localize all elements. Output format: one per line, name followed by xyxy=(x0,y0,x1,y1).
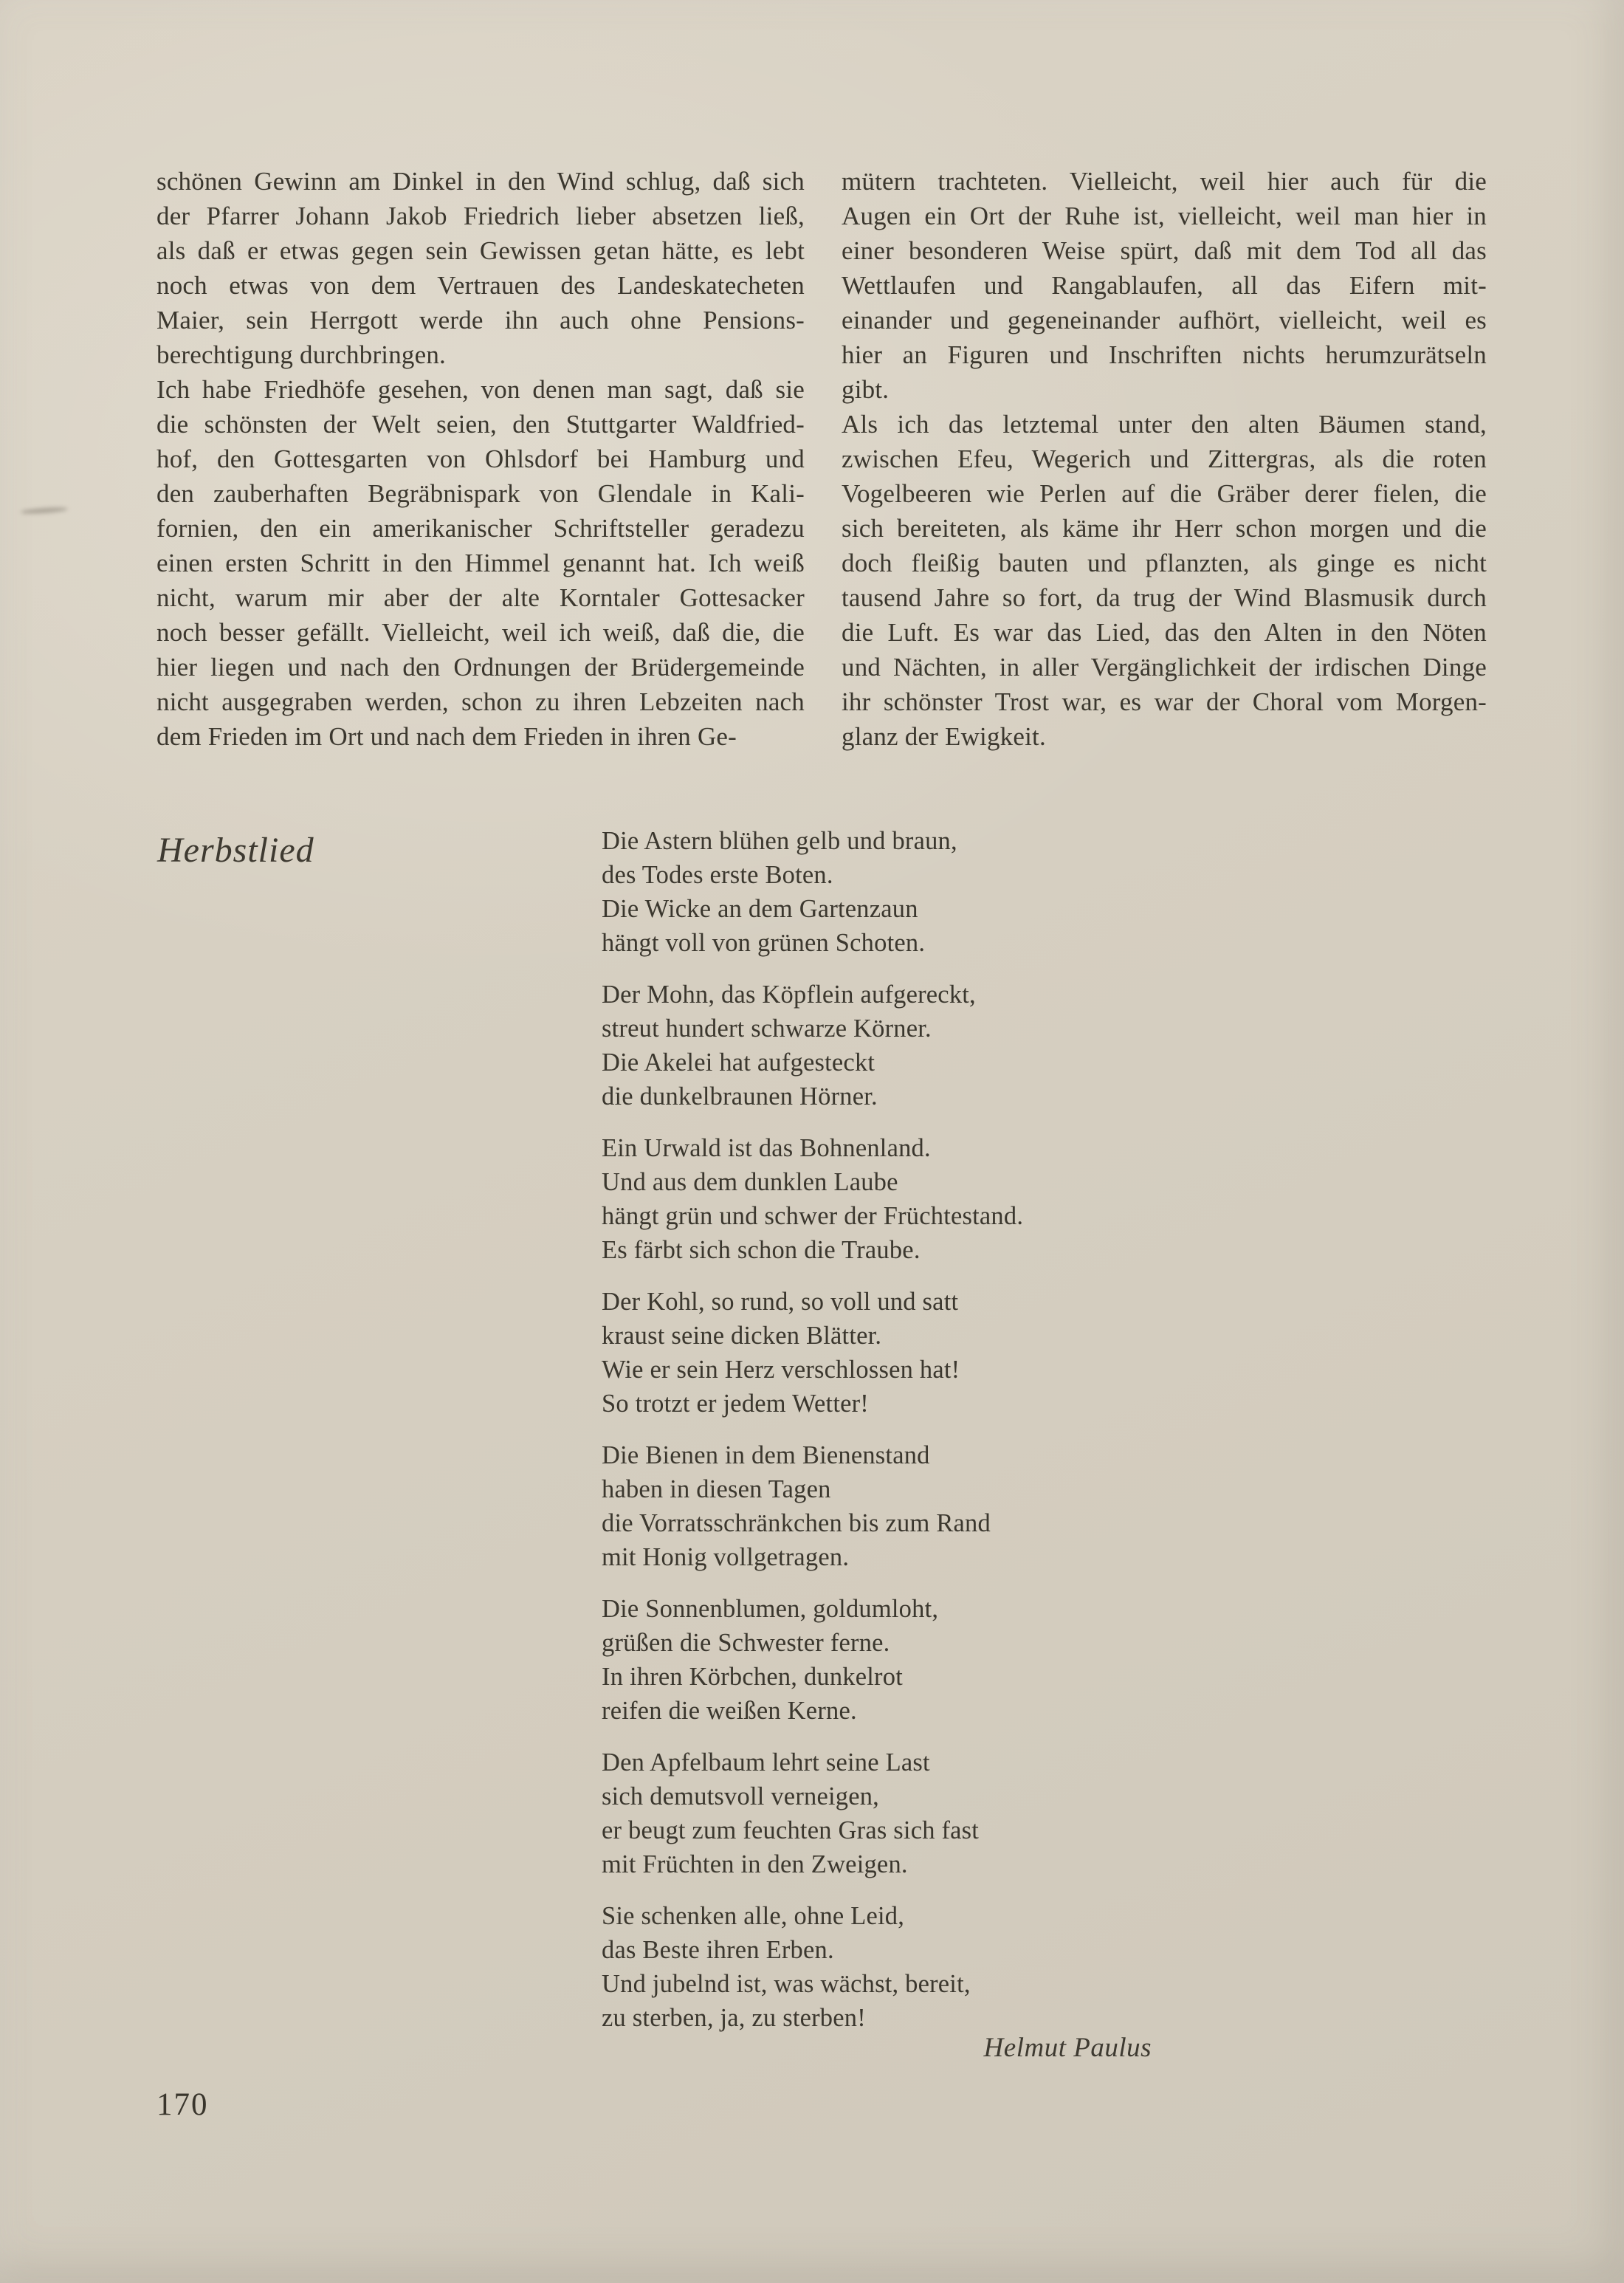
poem-stanza xyxy=(602,1285,1152,1421)
poem-stanza xyxy=(602,1592,1152,1728)
text-line: doch fleißig bauten und pflanzten, als ginge es nicht xyxy=(842,549,1487,577)
text-line: und Nächten, in aller Vergänglichkeit der irdischen Dinge xyxy=(842,653,1487,682)
text-line: Maier, sein Herrgott werde ihn auch ohne Pensions- xyxy=(156,306,805,334)
poem-line: Der Mohn, das Köpflein aufgereckt, xyxy=(602,981,976,1009)
text-line: sich bereiteten, als käme ihr Herr schon morgen und die xyxy=(842,514,1487,543)
text-line: zwischen Efeu, Wegerich und Zittergras, als die roten xyxy=(842,444,1487,473)
poem-line: Der Kohl, so rund, so voll und satt xyxy=(602,1288,959,1316)
text-line: den zauberhaften Begräbnispark von Glendale in Kali- xyxy=(156,479,805,508)
poem-line: Die Astern blühen gelb und braun, xyxy=(602,827,957,855)
poem-line: grüßen die Schwester ferne. xyxy=(602,1629,890,1657)
text-line: fornien, den ein amerikanischer Schriftsteller geradezu xyxy=(156,514,805,543)
poem-line: Ein Urwald ist das Bohnenland. xyxy=(602,1134,931,1162)
poem-line: sich demutsvoll verneigen, xyxy=(602,1782,879,1810)
poem-line: Wie er sein Herz verschlossen hat! xyxy=(602,1356,960,1384)
text-line: Augen ein Ort der Ruhe ist, vielleicht, weil man hier in xyxy=(842,202,1487,230)
text-line: dem Frieden im Ort und nach dem Frieden in ihren Ge- xyxy=(156,722,737,751)
poem-line: Und aus dem dunklen Laube xyxy=(602,1168,898,1196)
poem-line: streut hundert schwarze Körner. xyxy=(602,1015,932,1043)
poem-line: des Todes erste Boten. xyxy=(602,861,833,889)
poem-line: mit Früchten in den Zweigen. xyxy=(602,1850,908,1878)
text-line: schönen Gewinn am Dinkel in den Wind schlug, daß sich xyxy=(156,167,805,196)
text-line: noch besser gefällt. Vielleicht, weil ich weiß, daß die, die xyxy=(156,618,805,647)
text-line: glanz der Ewigkeit. xyxy=(842,722,1046,751)
poem-line: Und jubelnd ist, was wächst, bereit, xyxy=(602,1970,971,1998)
poem-stanza xyxy=(602,978,1152,1113)
poem-body xyxy=(602,824,1152,2053)
poem-line: Die Wicke an dem Gartenzaun xyxy=(602,895,918,923)
text-line: Wettlaufen und Rangablaufen, all das Eifern mit- xyxy=(842,271,1487,300)
poem-line: kraust seine dicken Blätter. xyxy=(602,1322,882,1350)
text-line: ihr schönster Trost war, es war der Choral vom Morgen- xyxy=(842,687,1487,716)
poem-line: hängt voll von grünen Schoten. xyxy=(602,929,926,957)
text-line: hof, den Gottesgarten von Ohlsdorf bei Hamburg und xyxy=(156,444,805,473)
text-line: hier liegen und nach den Ordnungen der Brüdergemeinde xyxy=(156,653,805,682)
poem-line: er beugt zum feuchten Gras sich fast xyxy=(602,1816,980,1844)
poem-line: Die Sonnenblumen, goldumloht, xyxy=(602,1595,939,1623)
text-line: hier an Figuren und Inschriften nichts herumzurätseln xyxy=(842,340,1487,369)
poem-line: reifen die weißen Kerne. xyxy=(602,1697,857,1725)
poem-title: Herbstlied xyxy=(157,831,314,870)
poem-stanza xyxy=(602,1438,1152,1574)
text-line: die schönsten der Welt seien, den Stuttgarter Waldfried- xyxy=(156,410,805,439)
poem-line: haben in diesen Tagen xyxy=(602,1475,831,1503)
text-line: Ich habe Friedhöfe gesehen, von denen man sagt, daß sie xyxy=(156,375,805,404)
text-line: mütern trachteten. Vielleicht, weil hier auch für die xyxy=(842,167,1487,196)
page-number: 170 xyxy=(156,2087,209,2122)
text-line: gibt. xyxy=(842,375,890,404)
text-line: der Pfarrer Johann Jakob Friedrich lieber absetzen ließ, xyxy=(156,202,805,230)
text-line: nicht ausgegraben werden, schon zu ihren Lebzeiten nach xyxy=(156,687,805,716)
prose-column-right xyxy=(842,164,1487,754)
poem-line: hängt grün und schwer der Früchtestand. xyxy=(602,1202,1024,1230)
poem-line: mit Honig vollgetragen. xyxy=(602,1543,850,1571)
poem-author: Helmut Paulus xyxy=(983,2033,1152,2063)
prose-column-left xyxy=(156,164,805,754)
text-line: berechtigung durchbringen. xyxy=(156,340,447,369)
text-line: einander und gegeneinander aufhört, vielleicht, weil es xyxy=(842,306,1487,334)
poem-line: Sie schenken alle, ohne Leid, xyxy=(602,1902,905,1930)
text-line: die Luft. Es war das Lied, das den Alten in den Nöten xyxy=(842,618,1487,647)
poem-stanza xyxy=(602,824,1152,960)
text-line: noch etwas von dem Vertrauen des Landeskatecheten xyxy=(156,271,805,300)
poem-line: So trotzt er jedem Wetter! xyxy=(602,1390,869,1418)
poem-stanza xyxy=(602,1899,1152,2035)
scan-smudge xyxy=(21,507,68,515)
text-line: nicht, warum mir aber der alte Korntaler Gottesacker xyxy=(156,583,805,612)
poem-line: In ihren Körbchen, dunkelrot xyxy=(602,1663,903,1691)
text-line: als daß er etwas gegen sein Gewissen getan hätte, es lebt xyxy=(156,236,805,265)
poem-line: das Beste ihren Erben. xyxy=(602,1936,834,1964)
text-line: tausend Jahre so fort, da trug der Wind Blasmusik durch xyxy=(842,583,1487,612)
text-line: einen ersten Schritt in den Himmel genannt hat. Ich weiß xyxy=(156,549,805,577)
poem-stanza xyxy=(602,1131,1152,1267)
poem-line: Die Bienen in dem Bienenstand xyxy=(602,1441,930,1469)
poem-line: zu sterben, ja, zu sterben! xyxy=(602,2004,866,2032)
text-line: Vogelbeeren wie Perlen auf die Gräber derer fielen, die xyxy=(842,479,1487,508)
poem-line: die Vorratsschränkchen bis zum Rand xyxy=(602,1509,991,1537)
poem-line: die dunkelbraunen Hörner. xyxy=(602,1082,878,1110)
poem-line: Den Apfelbaum lehrt seine Last xyxy=(602,1748,930,1776)
text-line: Als ich das letztemal unter den alten Bäumen stand, xyxy=(842,410,1487,439)
poem-line: Die Akelei hat aufgesteckt xyxy=(602,1048,875,1077)
poem-stanza xyxy=(602,1745,1152,1881)
text-line: einer besonderen Weise spürt, daß mit dem Tod all das xyxy=(842,236,1487,265)
poem-line: Es färbt sich schon die Traube. xyxy=(602,1236,921,1264)
